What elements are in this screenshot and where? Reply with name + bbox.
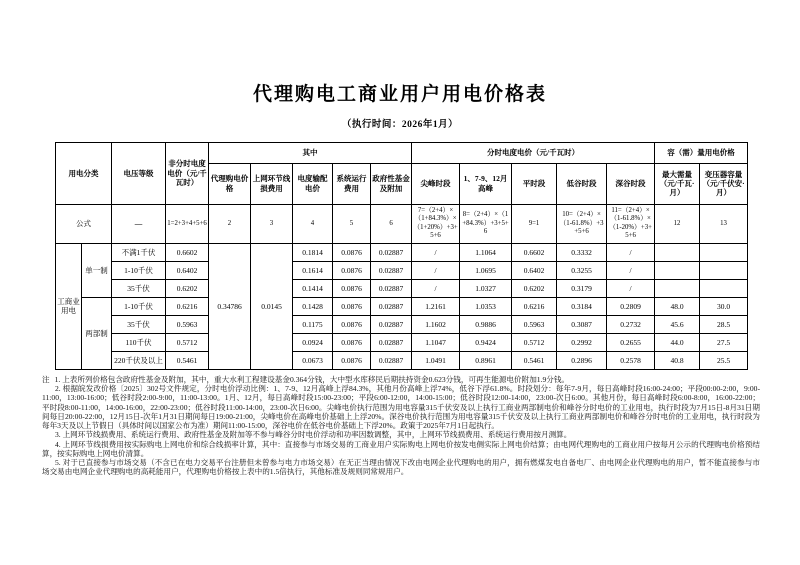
header-gov-funds: 政府性基金及附加 xyxy=(371,163,412,204)
agency-price-cell: 0.34786 xyxy=(209,243,251,369)
line-loss-cell: 0.0145 xyxy=(251,243,293,369)
transformer-capacity-cell: 30.0 xyxy=(700,297,748,315)
formula-cell: 2 xyxy=(209,204,251,243)
table-row xyxy=(56,315,748,333)
sharp-peak-cell: 1.1602 xyxy=(412,315,460,333)
formula-row xyxy=(56,204,748,243)
transmission-price-cell: 0.1414 xyxy=(293,279,333,297)
system-operation-cell: 0.0876 xyxy=(333,261,371,279)
normal-period-cell: 0.5963 xyxy=(512,315,557,333)
max-demand-cell xyxy=(655,279,700,297)
flat-price-cell: 0.6602 xyxy=(166,243,209,261)
formula-cell: 6 xyxy=(371,204,412,243)
sharp-peak-cell: / xyxy=(412,243,460,261)
table-header-row-1 xyxy=(56,142,748,163)
deep-valley-cell: 0.2578 xyxy=(607,351,655,369)
header-group-tou: 分时电度电价（元/千瓦时） xyxy=(412,142,655,163)
transmission-price-cell: 0.0673 xyxy=(293,351,333,369)
voltage-cell: 不满1千伏 xyxy=(112,243,166,261)
system-operation-cell: 0.0876 xyxy=(333,333,371,351)
voltage-cell: 1-10千伏 xyxy=(112,261,166,279)
transformer-capacity-cell xyxy=(700,279,748,297)
transformer-capacity-cell xyxy=(700,243,748,261)
header-voltage-level: 电压等级 xyxy=(112,142,166,204)
valley-period-cell: 0.3184 xyxy=(557,297,607,315)
max-demand-cell xyxy=(655,243,700,261)
system-operation-cell: 0.0876 xyxy=(333,297,371,315)
billing-system-two-part: 两部制 xyxy=(82,297,112,369)
valley-period-cell: 0.2896 xyxy=(557,351,607,369)
flat-price-cell: 0.6402 xyxy=(166,261,209,279)
header-transformer-capacity: 变压器容量（元/千伏安·月） xyxy=(700,163,748,204)
header-transmission-price: 电度输配电价 xyxy=(293,163,333,204)
sharp-peak-cell: 1.0491 xyxy=(412,351,460,369)
header-agency-price: 代理购电价格 xyxy=(209,163,251,204)
gov-funds-cell: 0.02887 xyxy=(371,315,412,333)
effective-date-subtitle: （执行时间：2026年1月） xyxy=(341,119,459,130)
flat-price-cell: 0.5963 xyxy=(166,315,209,333)
header-group-capacity: 容（需）量用电价格 xyxy=(655,142,748,163)
system-operation-cell: 0.0876 xyxy=(333,351,371,369)
system-operation-cell: 0.0876 xyxy=(333,279,371,297)
transformer-capacity-cell: 27.5 xyxy=(700,333,748,351)
valley-period-cell: 0.3087 xyxy=(557,315,607,333)
transmission-price-cell: 0.0924 xyxy=(293,333,333,351)
deep-valley-cell: 0.2732 xyxy=(607,315,655,333)
formula-cell: 9=1 xyxy=(512,204,557,243)
gov-funds-cell: 0.02887 xyxy=(371,333,412,351)
normal-period-cell: 0.5712 xyxy=(512,333,557,351)
gov-funds-cell: 0.02887 xyxy=(371,279,412,297)
max-demand-cell xyxy=(655,261,700,279)
voltage-cell: 1-10千伏 xyxy=(112,297,166,315)
page-title: 代理购电工商业用户用电价格表 xyxy=(252,84,547,105)
normal-period-cell: 0.6402 xyxy=(512,261,557,279)
system-operation-cell: 0.0876 xyxy=(333,315,371,333)
formula-voltage-dash: — xyxy=(112,204,166,243)
max-demand-cell: 45.6 xyxy=(655,315,700,333)
sharp-peak-cell: 1.1047 xyxy=(412,333,460,351)
header-sharp-peak: 尖峰时段 xyxy=(412,163,460,204)
flat-price-cell: 0.5712 xyxy=(166,333,209,351)
high-peak-cell: 1.0353 xyxy=(460,297,512,315)
gov-funds-cell: 0.02887 xyxy=(371,243,412,261)
normal-period-cell: 0.6602 xyxy=(512,243,557,261)
gov-funds-cell: 0.02887 xyxy=(371,351,412,369)
header-system-operation: 系统运行费用 xyxy=(333,163,371,204)
transmission-price-cell: 0.1428 xyxy=(293,297,333,315)
formula-cell: 11=（2+4）×（1-61.8%）×（1-20%）+3+5+6 xyxy=(607,204,655,243)
formula-cell: 13 xyxy=(700,204,748,243)
header-flat-price: 非分时电度电价（元/千瓦时） xyxy=(166,142,209,204)
header-group-among: 其中 xyxy=(209,142,412,163)
formula-cell: 12 xyxy=(655,204,700,243)
high-peak-cell: 0.8961 xyxy=(460,351,512,369)
notes-label: 注 xyxy=(42,374,50,384)
note-item-5: 5. 对于已直接参与市场交易（不含已在电力交易平台注册但未曾参与电力市场交易）在无正当理由情况下改由电网企业代理购电的用户，拥有燃煤发电自备电厂、由电网企业代理购电的用户，暂不能直接参与市场交易由电网企业代理购电的高耗能用户，代理购电价格按上表中的1.5倍执行，其他标准及规则同常规用户。 xyxy=(42,458,760,477)
transformer-capacity-cell: 28.5 xyxy=(700,315,748,333)
deep-valley-cell: 0.2809 xyxy=(607,297,655,315)
voltage-cell: 110千伏 xyxy=(112,333,166,351)
high-peak-cell: 0.9424 xyxy=(460,333,512,351)
high-peak-cell: 1.1064 xyxy=(460,243,512,261)
valley-period-cell: 0.3179 xyxy=(557,279,607,297)
voltage-cell: 220千伏及以上 xyxy=(112,351,166,369)
valley-period-cell: 0.3255 xyxy=(557,261,607,279)
voltage-cell: 35千伏 xyxy=(112,315,166,333)
normal-period-cell: 0.6202 xyxy=(512,279,557,297)
flat-price-cell: 0.6202 xyxy=(166,279,209,297)
table-row xyxy=(56,261,748,279)
header-normal-period: 平时段 xyxy=(512,163,557,204)
voltage-cell: 35千伏 xyxy=(112,279,166,297)
sharp-peak-cell: / xyxy=(412,279,460,297)
table-row xyxy=(56,333,748,351)
notes-section xyxy=(42,375,760,477)
valley-period-cell: 0.2992 xyxy=(557,333,607,351)
note-text: 1. 上表所列价格包含政府性基金及附加，其中，重大水利工程建设基金0.364分钱，大中型水库移民后期扶持资金0.623分钱，可再生能源电价附加1.9分钱。 xyxy=(54,374,570,384)
category-cell: 工商业用电 xyxy=(56,243,82,369)
transmission-price-cell: 0.1614 xyxy=(293,261,333,279)
header-high-peak: 1、7-9、12月高峰 xyxy=(460,163,512,204)
note-item-3: 3. 上网环节线损费用、系统运行费用、政府性基金及附加等不参与峰谷分时电价浮动和功率因数调整，其中，上网环节线损费用、系统运行费用按月测算。 xyxy=(55,430,572,440)
header-max-demand: 最大需量（元/千瓦·月） xyxy=(655,163,700,204)
deep-valley-cell: / xyxy=(607,243,655,261)
table-row xyxy=(56,351,748,369)
gov-funds-cell: 0.02887 xyxy=(371,261,412,279)
table-row xyxy=(56,297,748,315)
max-demand-cell: 40.8 xyxy=(655,351,700,369)
header-deep-valley: 深谷时段 xyxy=(607,163,655,204)
table-row xyxy=(56,279,748,297)
note-item-4: 4. 上网环节线损费用按实际购电上网电价和综合线损率计算，其中：直接参与市场交易的工商业用户实际购电上网电价按发电侧实际上网电价结算；由电网代理购电的工商业用户按每月公示的代理购电价格预结算，按实际购电上网电价清算。 xyxy=(42,439,760,458)
deep-valley-cell: 0.2655 xyxy=(607,333,655,351)
max-demand-cell: 44.0 xyxy=(655,333,700,351)
formula-cell: 5 xyxy=(333,204,371,243)
max-demand-cell: 48.0 xyxy=(655,297,700,315)
high-peak-cell: 1.0695 xyxy=(460,261,512,279)
note-item-2: 2. 根据皖发改价格〔2025〕302号文件规定，分时电价浮动比例：1、7-9、12月高峰上浮84.3%，其他月份高峰上浮74%，低谷下浮61.8%。时段划分：每年7-9月，每日高峰时段16:00-24:00；平段00:00-2:00，9:00-11:00，13:00-16:00；低谷时段2:00-9:00，11:00-13:00。1月、12月，每日高峰时段15:00-23:00；平段6:00-12:00，14:00-15:00；低谷时段12:00-14:00，23:00-次日6:00。其他月份，每日高峰时段6:00-8:00，16:00-22:00；平时段8:00-11:00，14:00-16:00，22:00-23:00；低谷时段11:00-14:00，23:00-次日6:00。尖峰电价执行范围为用电容量315千伏安及以上执行工商业两部制电价和峰谷分时电价的工业用电，执行时段为7月15日-8月31日期间每日20:00-22:00，12月15日-次年1月31日期间每日19:00-21:00，尖峰电价在高峰电价基础上上浮20%。深谷电价执行范围为用电容量315千伏安及以上执行工商业两部制电价和峰谷分时电价的工业用电，执行时段为每年3天及以上节假日（具体时间以国家公布为准）期间11:00-15:00，深谷电价在低谷电价基础上下浮20%。政策于2025年7月1日起执行。 xyxy=(42,384,760,431)
high-peak-cell: 1.0327 xyxy=(460,279,512,297)
flat-price-cell: 0.6216 xyxy=(166,297,209,315)
high-peak-cell: 0.9886 xyxy=(460,315,512,333)
header-usage-class: 用电分类 xyxy=(56,142,112,204)
electricity-price-table xyxy=(55,142,748,370)
formula-cell: 4 xyxy=(293,204,333,243)
billing-system-single: 单一制 xyxy=(82,243,112,297)
flat-price-cell: 0.5461 xyxy=(166,351,209,369)
transformer-capacity-cell: 25.5 xyxy=(700,351,748,369)
note-item-1 xyxy=(42,375,760,384)
header-valley-period: 低谷时段 xyxy=(557,163,607,204)
formula-cell: 7=（2+4）×（1+84.3%）×（1+20%）+3+5+6 xyxy=(412,204,460,243)
gov-funds-cell: 0.02887 xyxy=(371,297,412,315)
formula-cell: 10=（2+4）×（1-61.8%）+3+5+6 xyxy=(557,204,607,243)
formula-cell: 1=2+3+4+5+6 xyxy=(166,204,209,243)
sharp-peak-cell: / xyxy=(412,261,460,279)
deep-valley-cell: / xyxy=(607,279,655,297)
system-operation-cell: 0.0876 xyxy=(333,243,371,261)
transmission-price-cell: 0.1814 xyxy=(293,243,333,261)
formula-cell: 3 xyxy=(251,204,293,243)
transformer-capacity-cell xyxy=(700,261,748,279)
sharp-peak-cell: 1.2161 xyxy=(412,297,460,315)
table-row xyxy=(56,243,748,261)
normal-period-cell: 0.5461 xyxy=(512,351,557,369)
formula-label: 公式 xyxy=(56,204,112,243)
valley-period-cell: 0.3332 xyxy=(557,243,607,261)
transmission-price-cell: 0.1175 xyxy=(293,315,333,333)
formula-cell: 8=（2+4）×（1+84.3%）+3+5+6 xyxy=(460,204,512,243)
header-line-loss: 上网环节线损费用 xyxy=(251,163,293,204)
normal-period-cell: 0.6216 xyxy=(512,297,557,315)
deep-valley-cell: / xyxy=(607,261,655,279)
